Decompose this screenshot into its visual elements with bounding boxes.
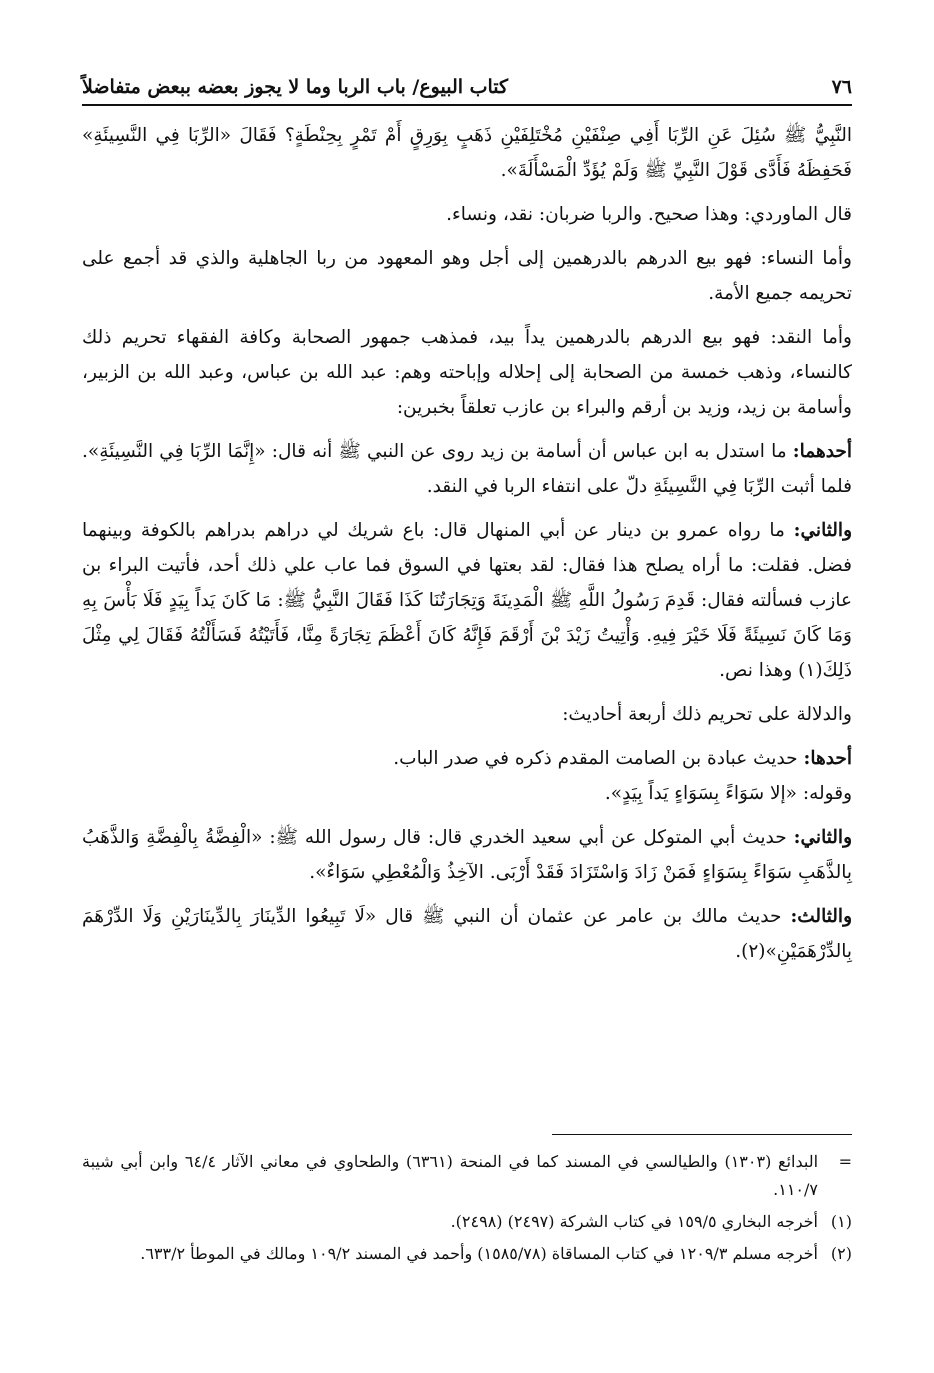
footnote-item bbox=[82, 1208, 852, 1236]
paragraph-text: ما رواه عمرو بن دينار عن أبي المنهال قال: باع شريك لي دراهم بدراهم بالكوفة وبينهما فضل. فقلت: ما أراه يصلح هذا فقال: لقد بعتها في السوق فما عاب علي ذلك أحد، فأتيت البراء بن عازب فسألته فقال: قَدِمَ رَسُولُ اللَّهِ ﷺ الْمَدِينَةَ وَتِجَارَتُنَا كَذَا فَقَالَ النَّبِيُّ ﷺ: مَا كَانَ يَداً بِيَدٍ فَلَا بَأْسَ بِهِ وَمَا كَانَ نَسِيئَةً فَلَا خَيْرَ فِيهِ. وَأْتِيتُ زَيْدَ بْنَ أَرْقَمَ فَإِنَّهُ كَانَ أَعْظَمَ تِجَارَةً مِنَّا، فَأَتَيْتُهُ فَسَأَلْتُهُ فَقَالَ لِي مِثْلَ ذَلِكَ(١) وهذا نص. bbox=[82, 520, 852, 681]
paragraph-third-hadith bbox=[82, 899, 852, 969]
footnote-text: أخرجه مسلم ١٢٠٩/٣ في كتاب المساقاة (١٥٨٥/٧٨) وأحمد في المسند ١٠٩/٢ ومالك في الموطأ ٦٣٣/٢. bbox=[140, 1244, 818, 1263]
paragraph-hadith-continuation: النَّبِيُّ ﷺ سُئِلَ عَنِ الرِّبَا أَفِي صِنْفَيْنِ مُخْتَلِفَيْنِ ذَهَبٍ بِوَرِقٍ أَمْ تَمْرٍ بِحِنْطَةٍ؟ فَقَالَ «الرِّبَا فِي النَّسِيئَةِ» فَحَفِظَهُ فَأَدَّى قَوْلَ النَّبِيِّ ﷺ وَلَمْ يُؤَدِّ الْمَسْأَلَةَ». bbox=[82, 125, 852, 181]
paragraph-naqd: وأما النقد: فهو بيع الدرهم بالدرهمين يداً بيد، فمذهب جمهور الصحابة وكافة الفقهاء تحريم ذلك كالنساء، وذهب خمسة من الصحابة إلى إحلاله وإباحته وهم: عبد الله بن عباس، وعبد الله بن الزبير، وأسامة بن زيد، وزيد بن أرقم والبراء بن عازب تعلقاً بخبرين: bbox=[82, 327, 852, 418]
footnote-divider bbox=[552, 1134, 852, 1135]
running-header bbox=[82, 70, 852, 106]
page-number: ٧٦ bbox=[831, 76, 852, 98]
paragraph-label: أحدها: bbox=[803, 748, 852, 769]
footnote-item bbox=[82, 1148, 852, 1204]
footnote-mark: (٢) bbox=[830, 1244, 852, 1263]
paragraph-second-hadith bbox=[82, 820, 852, 890]
paragraph-evidence-intro: والدلالة على تحريم ذلك أربعة أحاديث: bbox=[562, 704, 852, 725]
paragraph-label: والثاني: bbox=[793, 520, 852, 541]
chapter-title: كتاب البيوع/ باب الربا وما لا يجوز بعضه ببعض متفاضلاً bbox=[82, 76, 509, 98]
paragraph-text: حديث مالك بن عامر عن عثمان أن النبي ﷺ قال «لَا تَبِيعُوا الدِّينَارَ بِالدِّينَارَيْنِ وَلَا الدِّرْهَمَ بِالدِّرْهَمَيْنِ»(٢). bbox=[82, 906, 852, 962]
footnote-text: أخرجه البخاري ١٥٩/٥ في كتاب الشركة (٢٤٩٧) (٢٤٩٨). bbox=[450, 1212, 818, 1231]
paragraph-first-report bbox=[82, 434, 852, 504]
paragraph-second-report bbox=[82, 513, 852, 688]
paragraph-text: ما استدل به ابن عباس أن أسامة بن زيد روى عن النبي ﷺ أنه قال: «إِنَّمَا الرِّبَا فِي النَّسِيئَةِ». فلما أثبت الرِّبَا فِي النَّسِيئَةِ دلّ على انتفاء الربا في النقد. bbox=[82, 441, 852, 497]
paragraph-label: أحدهما: bbox=[792, 441, 852, 462]
paragraph-first-hadith bbox=[82, 741, 852, 776]
paragraph-text: حديث عبادة بن الصامت المقدم ذكره في صدر الباب. bbox=[393, 748, 804, 769]
paragraph-text: حديث أبي المتوكل عن أبي سعيد الخدري قال: قال رسول الله ﷺ: «الْفِضَّةُ بِالْفِضَّةِ وَالذَّهَبُ بِالذَّهَبِ سَوَاءً بِسَوَاءٍ فَمَنْ زَادَ وَاسْتَزَادَ فَقَدْ أَرْبَى. الآخِذُ وَالْمُعْطِي سَوَاءٌ». bbox=[82, 827, 852, 883]
paragraph-nasa: وأما النساء: فهو بيع الدرهم بالدرهمين إلى أجل وهو المعهود من ربا الجاهلية والذي قد أجمع على تحريمه جميع الأمة. bbox=[82, 248, 852, 304]
footnote-mark: = bbox=[838, 1152, 852, 1171]
footnotes bbox=[82, 1148, 852, 1272]
paragraph-mawardi: قال الماوردي: وهذا صحيح. والربا ضربان: نقد، ونساء. bbox=[446, 204, 852, 225]
footnote-mark: (١) bbox=[830, 1212, 852, 1231]
main-text bbox=[82, 118, 852, 978]
footnote-item bbox=[82, 1240, 852, 1268]
paragraph-label: والثاني: bbox=[793, 827, 852, 848]
footnote-text: البدائع (١٣٠٣) والطيالسي في المسند كما في المنحة (٦٣٦١) والطحاوي في معاني الآثار ٦٤/٤ وابن أبي شيبة ١١٠/٧. bbox=[82, 1152, 819, 1199]
paragraph-label: والثالث: bbox=[790, 906, 852, 927]
paragraph-first-hadith-quote: وقوله: «إلا سَوَاءً بِسَوَاءٍ يَداً بِيَدٍ». bbox=[604, 783, 852, 804]
